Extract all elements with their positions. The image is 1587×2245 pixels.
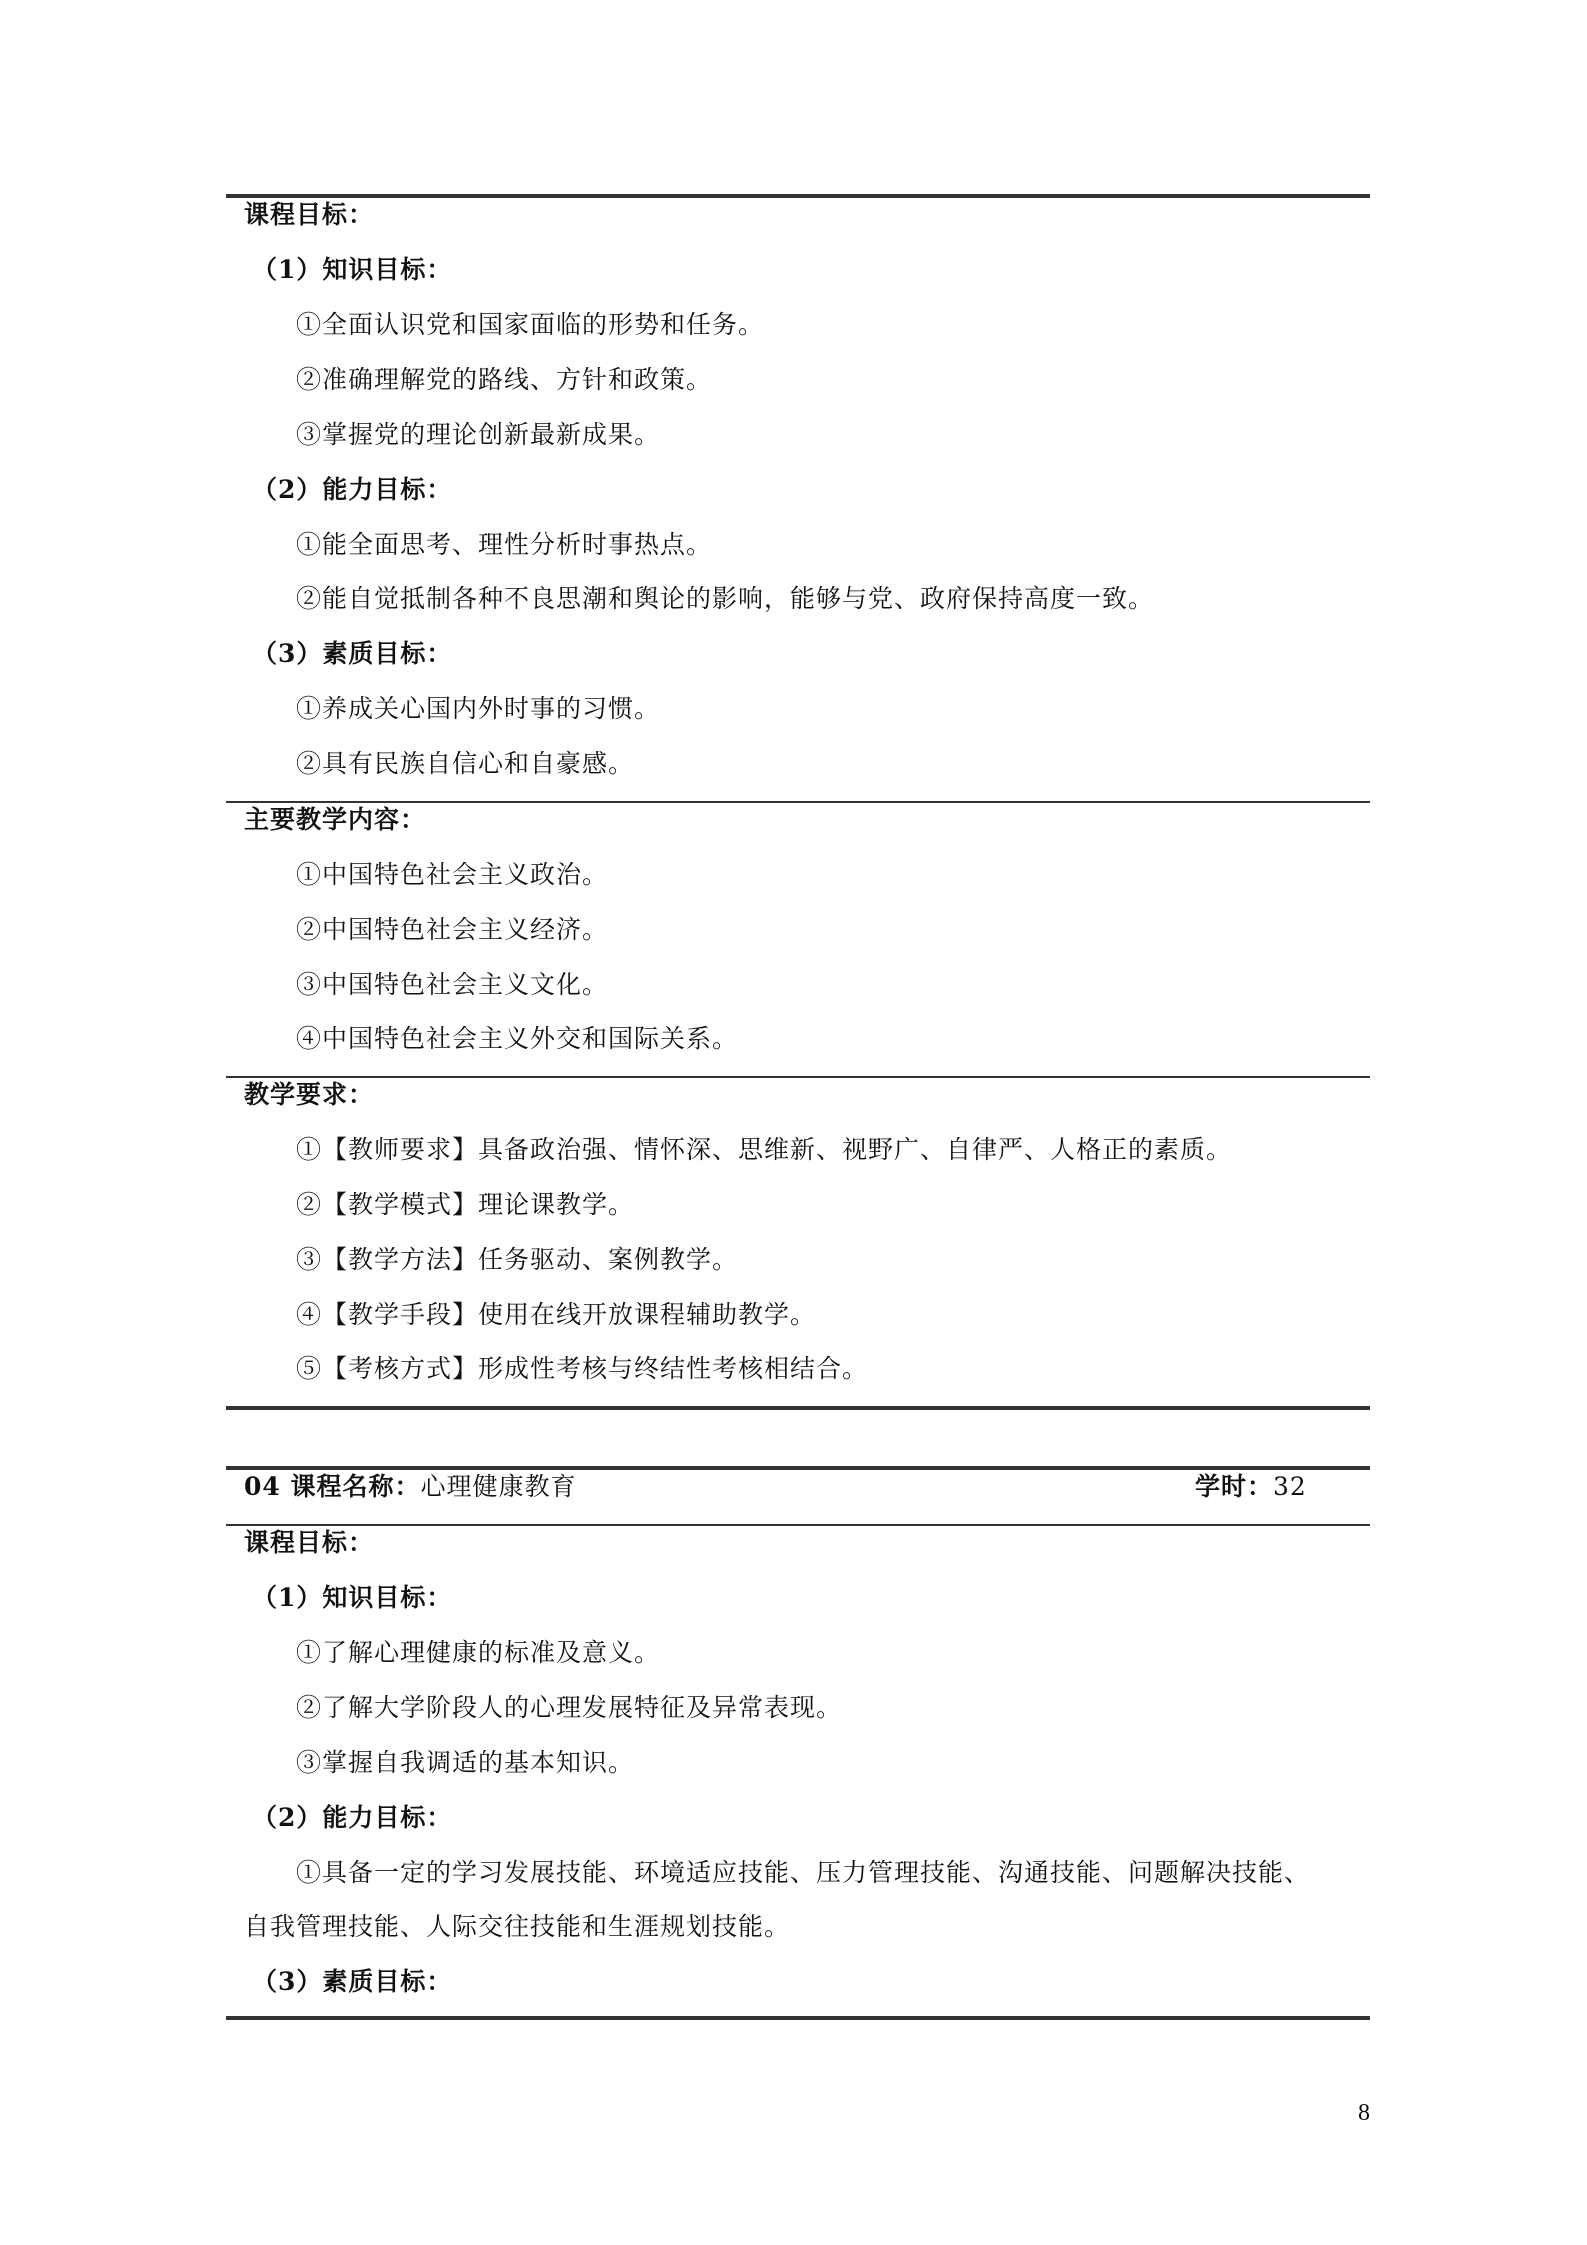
knowledge-item: ②准确理解党的路线、方针和政策。 xyxy=(296,365,713,394)
page-number: 8 xyxy=(1358,2100,1370,2126)
knowledge-item: ①全面认识党和国家面临的形势和任务。 xyxy=(296,310,765,339)
content-title: 主要教学内容： xyxy=(244,805,427,834)
quality-goals-title: （3）素质目标： xyxy=(252,1967,453,1996)
requirement-item: ③【教学方法】任务驱动、案例教学。 xyxy=(296,1245,739,1274)
requirement-item: ①【教师要求】具备政治强、情怀深、思维新、视野广、自律严、人格正的素质。 xyxy=(296,1135,1233,1164)
table-top-rule xyxy=(226,194,1370,198)
content-item: ③中国特色社会主义文化。 xyxy=(296,970,609,999)
goals-title: 课程目标： xyxy=(244,200,375,229)
quality-item: ①养成关心国内外时事的习惯。 xyxy=(296,694,661,723)
knowledge-goals-title: （1）知识目标： xyxy=(252,255,453,284)
requirement-item: ⑤【考核方式】形成性考核与终结性考核相结合。 xyxy=(296,1354,869,1383)
knowledge-item: ③掌握党的理论创新最新成果。 xyxy=(296,420,661,449)
content-item: ①中国特色社会主义政治。 xyxy=(296,860,609,889)
course-label: 04 课程名称： xyxy=(244,1472,421,1501)
content-item: ④中国特色社会主义外交和国际关系。 xyxy=(296,1024,739,1053)
knowledge-goals-title: （1）知识目标： xyxy=(252,1583,453,1612)
row-divider xyxy=(226,1524,1370,1526)
content-item: ②中国特色社会主义经济。 xyxy=(296,915,609,944)
course-name: 心理健康教育 xyxy=(420,1472,577,1501)
course-title xyxy=(244,1470,577,1504)
knowledge-item: ③掌握自我调适的基本知识。 xyxy=(296,1748,635,1777)
knowledge-item: ②了解大学阶段人的心理发展特征及异常表现。 xyxy=(296,1693,843,1722)
ability-item: ②能自觉抵制各种不良思潮和舆论的影响，能够与党、政府保持高度一致。 xyxy=(296,584,1155,613)
hours-value: 32 xyxy=(1273,1472,1307,1501)
ability-goals-title: （2）能力目标： xyxy=(252,1803,453,1832)
table-bottom-rule xyxy=(226,2016,1370,2020)
hours-label: 学时： xyxy=(1195,1472,1274,1501)
knowledge-item: ①了解心理健康的标准及意义。 xyxy=(296,1638,661,1667)
goals-title: 课程目标： xyxy=(244,1528,375,1557)
requirements-title: 教学要求： xyxy=(244,1080,375,1109)
ability-text-line: 自我管理技能、人际交往技能和生涯规划技能。 xyxy=(244,1912,791,1941)
requirement-item: ④【教学手段】使用在线开放课程辅助教学。 xyxy=(296,1300,817,1329)
row-divider xyxy=(226,1076,1370,1078)
quality-item: ②具有民族自信心和自豪感。 xyxy=(296,749,635,778)
table-bottom-rule xyxy=(226,1406,1370,1410)
ability-item: ①能全面思考、理性分析时事热点。 xyxy=(296,530,713,559)
ability-text-line: ①具备一定的学习发展技能、环境适应技能、压力管理技能、沟通技能、问题解决技能、 xyxy=(296,1858,1311,1887)
ability-goals-title: （2）能力目标： xyxy=(252,475,453,504)
requirement-item: ②【教学模式】理论课教学。 xyxy=(296,1190,635,1219)
quality-goals-title: （3）素质目标： xyxy=(252,639,453,668)
course-hours xyxy=(1195,1470,1307,1504)
